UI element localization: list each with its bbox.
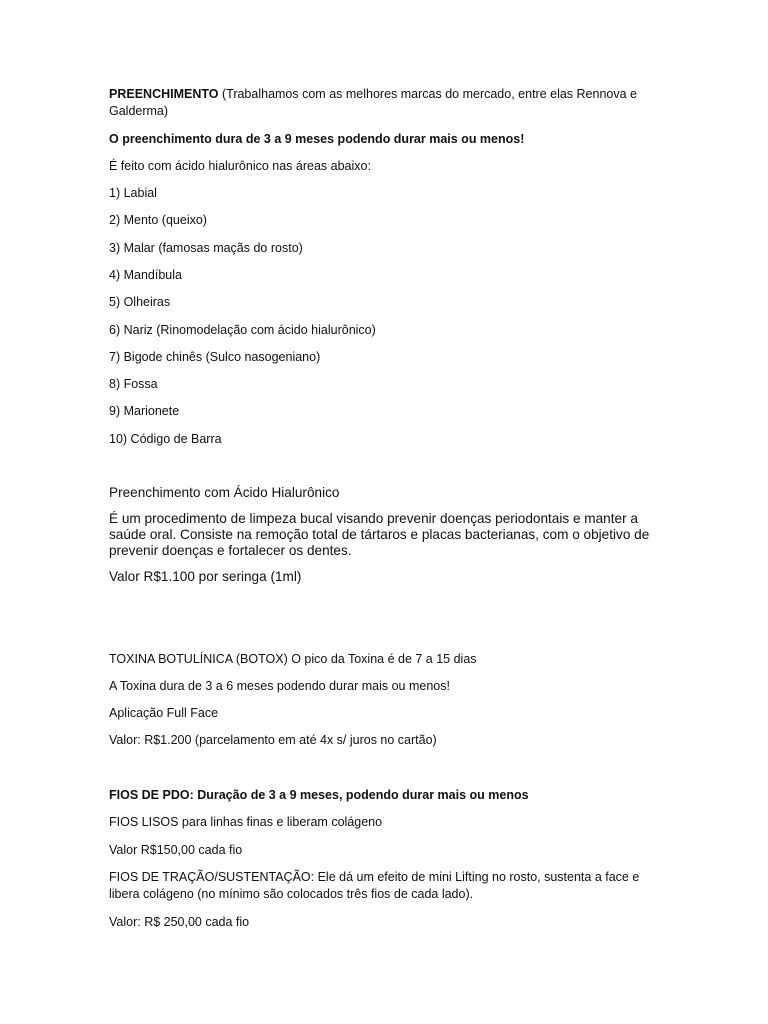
- fios-tracao: FIOS DE TRAÇÃO/SUSTENTAÇÃO: Ele dá um efeito de mini Lifting no rosto, sustenta a face e libera colágeno (no mínimo são colocados três fios de cada lado).: [109, 870, 640, 901]
- area-item: 6) Nariz (Rinomodelação com ácido hialurônico): [109, 323, 376, 337]
- fios-tracao-price: Valor: R$ 250,00 cada fio: [109, 915, 250, 929]
- preenchimento-duration: O preenchimento dura de 3 a 9 meses podendo durar mais ou menos!: [109, 132, 525, 146]
- fios-lisos: FIOS LISOS para linhas finas e liberam colágeno: [109, 815, 383, 829]
- fios-lisos-price: Valor R$150,00 cada fio: [109, 843, 243, 857]
- botox-application: Aplicação Full Face: [109, 706, 219, 720]
- botox-duration: A Toxina dura de 3 a 6 meses podendo durar mais ou menos!: [109, 679, 450, 693]
- area-item: 7) Bigode chinês (Sulco nasogeniano): [109, 350, 321, 364]
- area-item: 9) Marionete: [109, 404, 180, 418]
- area-item: 1) Labial: [109, 186, 157, 200]
- acido-price: Valor R$1.100 por seringa (1ml): [109, 569, 302, 584]
- acido-description: É um procedimento de limpeza bucal visando prevenir doenças periodontais e manter a saúde oral. Consiste na remoção total de tártaros e placas bacterianas, com o objetivo de prevenir doenças e fortalecer os dentes.: [109, 511, 650, 558]
- preenchimento-areas-intro: É feito com ácido hialurônico nas áreas abaixo:: [109, 159, 371, 173]
- preenchimento-intro-paragraph: [109, 86, 649, 120]
- area-item: 8) Fossa: [109, 377, 158, 391]
- area-item: 4) Mandíbula: [109, 268, 182, 282]
- fios-title: FIOS DE PDO: Duração de 3 a 9 meses, podendo durar mais ou menos: [109, 788, 529, 802]
- preenchimento-heading: PREENCHIMENTO: [109, 87, 219, 101]
- preenchimento-heading-note: (Trabalhamos com as melhores marcas do mercado, entre elas Rennova e Galderma): [109, 87, 637, 118]
- botox-title: TOXINA BOTULÍNICA (BOTOX) O pico da Toxina é de 7 a 15 dias: [109, 652, 477, 666]
- botox-price: Valor: R$1.200 (parcelamento em até 4x s/ juros no cartão): [109, 733, 437, 747]
- area-item: 5) Olheiras: [109, 295, 171, 309]
- area-item: 10) Código de Barra: [109, 432, 222, 446]
- acido-title: Preenchimento com Ácido Hialurônico: [109, 485, 340, 500]
- area-item: 3) Malar (famosas maçãs do rosto): [109, 241, 303, 255]
- area-item: 2) Mento (queixo): [109, 213, 207, 227]
